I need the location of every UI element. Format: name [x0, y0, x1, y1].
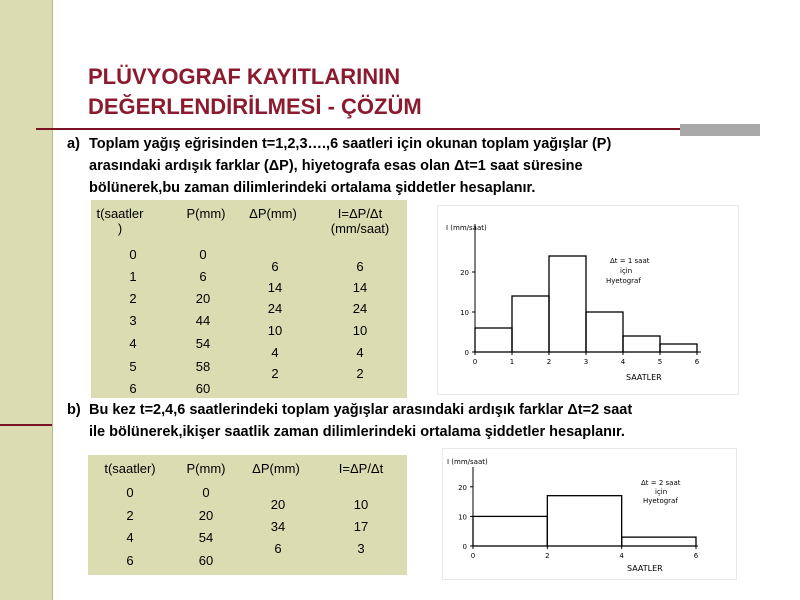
- table-a-dp-5: 2: [271, 366, 279, 381]
- gA-bar-5: [660, 344, 697, 352]
- table-b-header-dp: ΔP(mm): [252, 461, 300, 476]
- table-b-i-0: 10: [353, 497, 369, 512]
- gB-ytick-label-2: 20: [458, 483, 467, 492]
- gA-bar-1: [512, 296, 549, 352]
- table-b-t-0: 0: [126, 485, 134, 500]
- part-b-text: [67, 399, 779, 443]
- table-a-p-0: 0: [199, 247, 207, 262]
- table-b-header-p: P(mm): [186, 461, 226, 476]
- page-title: [88, 62, 422, 122]
- hyetograph-b-ylabel: I (mm/saat): [447, 458, 488, 466]
- gA-xtick-label-6: 6: [694, 358, 700, 366]
- part-a-text: [67, 133, 779, 199]
- title-line-2: DEĞERLENDİRİLMESİ - ÇÖZÜM: [88, 94, 422, 119]
- gB-xtick-label-0: 0: [470, 552, 476, 560]
- gA-xtick-label-5: 5: [657, 358, 663, 366]
- table-a-i-5: 2: [356, 366, 364, 381]
- table-a-dp-4: 4: [271, 345, 279, 360]
- hyetograph-a-annot-1: Δt = 1 saat: [610, 257, 650, 265]
- table-a-header-p: P(mm): [186, 206, 226, 221]
- table-b-i-2: 3: [357, 541, 365, 556]
- gA-bar-0: [475, 328, 512, 352]
- table-a-p-1: 6: [199, 269, 207, 284]
- part-b-line-1: Bu kez t=2,4,6 saatlerindeki toplam yağışlar arasındaki ardışık farklar Δt=2 saat: [89, 402, 633, 418]
- part-a-line-3: bölünerek,bu zaman dilimlerindeki ortalama şiddetler hesaplanır.: [89, 180, 536, 196]
- table-a-dp-1: 14: [267, 280, 283, 295]
- gA-xtick-label-4: 4: [620, 358, 626, 366]
- table-b-t-1: 2: [126, 508, 134, 523]
- gB-ytick-label-1: 10: [458, 513, 467, 522]
- hyetograph-b-svg: [443, 449, 736, 579]
- table-b-header-i: I=ΔP/Δt: [338, 461, 384, 476]
- table-a-header-t: [91, 206, 149, 236]
- table-a-p-2: 20: [195, 291, 211, 306]
- table-a-t-0: 0: [129, 247, 137, 262]
- hyetograph-b-annot-2: için: [655, 488, 668, 496]
- part-b-label: b): [67, 402, 81, 418]
- gB-bar-2: [622, 537, 696, 546]
- hyetograph-b-annot-1: Δt = 2 saat: [641, 479, 681, 487]
- hyetograph-a-annot-3: Hyetograf: [606, 277, 641, 285]
- hyetograph-b-annot-3: Hyetograf: [643, 497, 678, 505]
- table-b-dp-2: 6: [274, 541, 282, 556]
- table-b-p-1: 20: [198, 508, 214, 523]
- table-a-t-2: 2: [129, 291, 137, 306]
- table-a-i-3: 10: [352, 323, 368, 338]
- title-underline: [36, 128, 726, 130]
- gA-bar-2: [549, 256, 586, 352]
- table-a-header-i-line2: (mm/saat): [330, 221, 390, 236]
- table-b-dp-1: 34: [270, 519, 286, 534]
- gA-xtick-label-1: 1: [509, 358, 515, 366]
- gB-bar-1: [547, 496, 621, 546]
- hyetograph-b: [442, 448, 737, 580]
- gA-xtick-label-0: 0: [472, 358, 478, 366]
- table-a-header-i: [315, 206, 405, 236]
- table-a-header-t-line1: t(saatler: [96, 206, 144, 221]
- part-a-line-2: arasındaki ardışık farklar (ΔP), hiyetografa esas olan Δt=1 saat süresine: [89, 158, 583, 174]
- gA-bar-3: [586, 312, 623, 352]
- table-a-i-0: 6: [356, 259, 364, 274]
- table-a-p-6: 60: [195, 381, 211, 396]
- table-b-p-3: 60: [198, 553, 214, 568]
- table-b-p-0: 0: [202, 485, 210, 500]
- gA-xtick-label-3: 3: [583, 358, 589, 366]
- table-b-t-2: 4: [126, 530, 134, 545]
- hyetograph-a: [437, 205, 739, 395]
- table-a-dp-0: 6: [271, 259, 279, 274]
- gA-ytick-label-0: 0: [464, 349, 469, 357]
- table-a-header-i-line1: I=ΔP/Δt: [337, 206, 383, 221]
- table-a-i-1: 14: [352, 280, 368, 295]
- table-b-p-2: 54: [198, 530, 214, 545]
- part-a-line-1: Toplam yağış eğrisinden t=1,2,3….,6 saatleri için okunan toplam yağışlar (P): [89, 136, 612, 152]
- table-a-t-3: 3: [129, 313, 137, 328]
- table-a: [91, 200, 407, 398]
- part-a-label: a): [67, 136, 80, 152]
- table-a-p-3: 44: [195, 313, 211, 328]
- gA-xtick-label-2: 2: [546, 358, 552, 366]
- table-a-p-4: 54: [195, 336, 211, 351]
- table-b-header-t: t(saatler): [104, 461, 156, 476]
- hyetograph-a-annot-2: için: [620, 267, 633, 275]
- table-a-dp-2: 24: [267, 301, 283, 316]
- gA-ytick-label-1: 10: [460, 309, 469, 317]
- table-a-t-4: 4: [129, 336, 137, 351]
- gB-xtick-label-3: 6: [693, 552, 699, 560]
- gA-bar-4: [623, 336, 660, 352]
- gA-ytick-label-2: 20: [460, 269, 469, 277]
- left-accent-line: [0, 424, 52, 426]
- table-a-t-6: 6: [129, 381, 137, 396]
- table-b-dp-0: 20: [270, 497, 286, 512]
- table-b-t-3: 6: [126, 553, 134, 568]
- table-a-dp-3: 10: [267, 323, 283, 338]
- gB-bar-0: [473, 516, 547, 546]
- table-a-i-2: 24: [352, 301, 368, 316]
- left-divider-line: [52, 0, 53, 600]
- table-a-p-5: 58: [195, 359, 211, 374]
- hyetograph-a-svg: [438, 206, 738, 394]
- title-line-1: PLÜVYOGRAF KAYITLARININ: [88, 64, 401, 89]
- left-decor-bar: [0, 0, 52, 600]
- table-b-i-1: 17: [353, 519, 369, 534]
- part-b-line-2: ile bölünerek,ikişer saatlik zaman dilimlerindeki ortalama şiddetler hesaplanır.: [89, 424, 625, 440]
- gB-xtick-label-1: 2: [545, 552, 550, 560]
- table-a-header-t-line2: ): [117, 221, 123, 236]
- table-a-t-1: 1: [129, 269, 137, 284]
- hyetograph-b-xlabel: SAATLER: [627, 564, 663, 573]
- hyetograph-a-ylabel: I (mm/saat): [446, 224, 487, 232]
- table-b: [88, 455, 407, 575]
- hyetograph-a-xlabel: SAATLER: [626, 373, 662, 382]
- gB-ytick-label-0: 0: [462, 543, 467, 551]
- gB-xtick-label-2: 4: [619, 552, 624, 560]
- table-a-t-5: 5: [129, 359, 137, 374]
- table-a-header-dp: ΔP(mm): [249, 206, 297, 221]
- table-a-i-4: 4: [356, 345, 364, 360]
